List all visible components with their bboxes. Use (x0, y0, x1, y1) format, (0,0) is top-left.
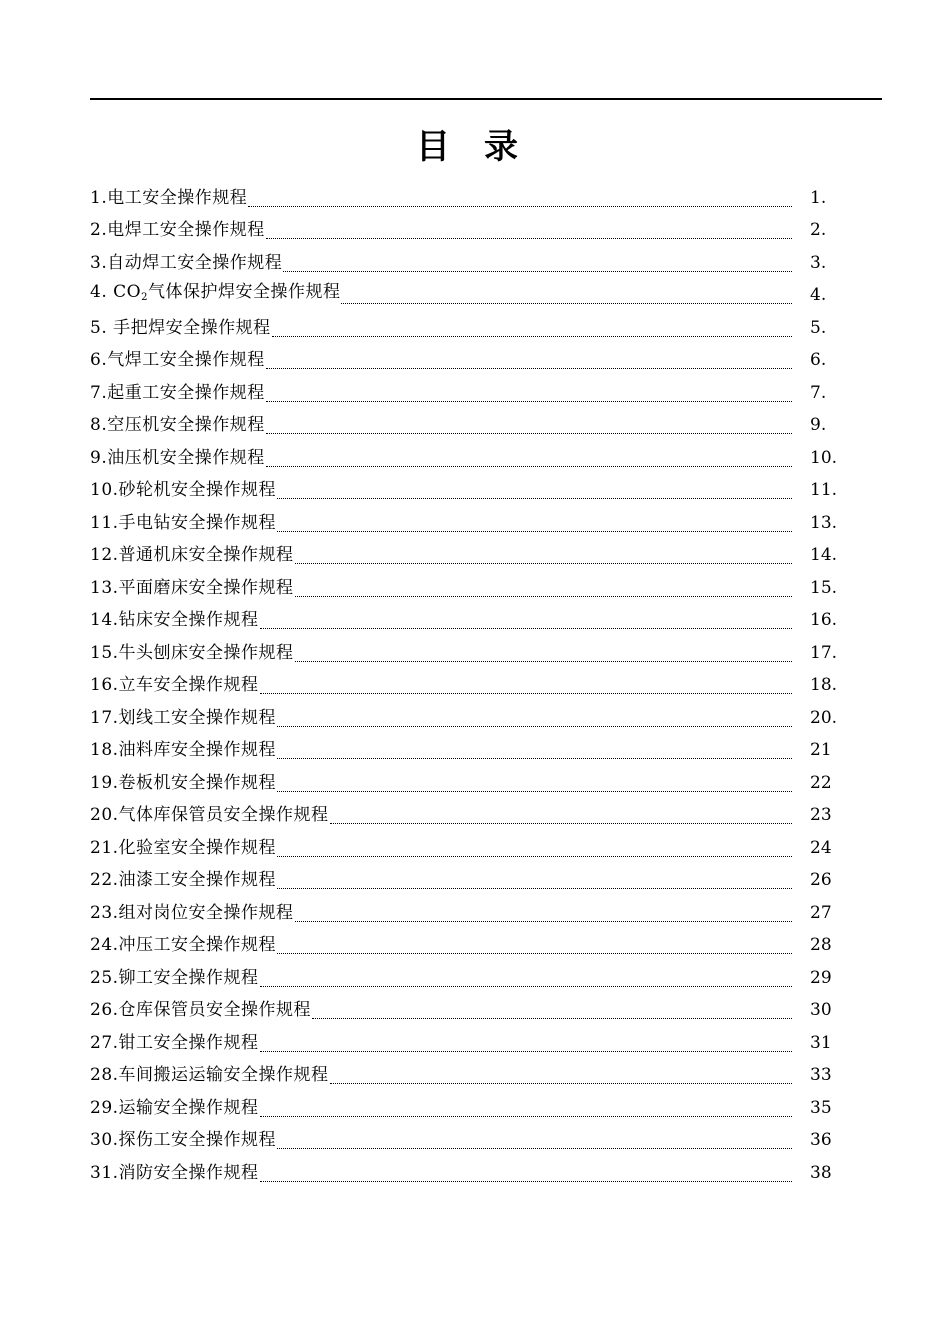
toc-entry[interactable] (90, 700, 850, 733)
toc-entry-title: 19.卷板机安全操作规程 (90, 772, 277, 793)
dot-leader (266, 368, 792, 369)
toc-entry-title: 15.牛头刨床安全操作规程 (90, 642, 294, 663)
toc-entry[interactable] (90, 928, 850, 961)
toc-page-number: 36 (810, 1130, 832, 1150)
toc-entry-title: 29.运输安全操作规程 (90, 1097, 259, 1118)
toc-page-number: 38 (810, 1162, 832, 1183)
toc-entry[interactable] (90, 538, 850, 571)
toc-entry-title: 20.气体库保管员安全操作规程 (90, 805, 329, 825)
toc-entry-title: 7.起重工安全操作规程 (90, 382, 265, 403)
dot-leader (295, 921, 792, 922)
dot-leader (277, 856, 792, 857)
toc-page-number: 20. (810, 707, 838, 728)
toc-page-number: 16. (810, 610, 838, 630)
toc-entry[interactable] (90, 1058, 850, 1091)
header-rule (90, 98, 882, 100)
dot-leader (295, 661, 792, 662)
toc-entry[interactable] (90, 668, 850, 701)
toc-entry[interactable] (90, 798, 850, 831)
toc-entry-title: 1.电工安全操作规程 (90, 187, 248, 208)
toc-entry[interactable] (90, 1123, 850, 1156)
toc-entry-title: 10.砂轮机安全操作规程 (90, 480, 277, 500)
toc-entry-title: 5. 手把焊安全操作规程 (90, 317, 271, 338)
toc-entry-title: 6.气焊工安全操作规程 (90, 350, 265, 370)
toc-page-number: 30 (810, 1000, 832, 1020)
toc-entry-title: 18.油料库安全操作规程 (90, 740, 277, 760)
toc-page-number: 7. (810, 382, 827, 403)
toc-entry[interactable] (90, 213, 850, 246)
dot-leader (266, 433, 792, 434)
dot-leader (260, 1051, 792, 1052)
toc-entry-title: 31.消防安全操作规程 (90, 1162, 259, 1183)
toc-entry-title: 16.立车安全操作规程 (90, 675, 259, 695)
toc-entry[interactable] (90, 733, 850, 766)
dot-leader (260, 628, 792, 629)
toc-page-number: 2. (810, 220, 827, 240)
dot-leader (248, 206, 792, 207)
dot-leader (277, 953, 792, 954)
toc-entry-title: 25.铆工安全操作规程 (90, 967, 259, 988)
toc-entry-title: 11.手电钻安全操作规程 (90, 512, 277, 533)
toc-entry-title: 30.探伤工安全操作规程 (90, 1130, 277, 1150)
toc-entry-title: 14.钻床安全操作规程 (90, 610, 259, 630)
toc-entry[interactable] (90, 603, 850, 636)
toc-entry-title: 3.自动焊工安全操作规程 (90, 252, 283, 273)
dot-leader (272, 336, 792, 337)
toc-page-number: 26 (810, 870, 832, 890)
toc-entry-title: 22.油漆工安全操作规程 (90, 870, 277, 890)
dot-leader (277, 791, 792, 792)
dot-leader (260, 1181, 792, 1182)
toc-entry[interactable] (90, 310, 850, 343)
toc-entry[interactable] (90, 830, 850, 863)
toc-entry[interactable] (90, 1025, 850, 1058)
toc-page-number: 21 (810, 740, 832, 760)
toc-entry[interactable] (90, 180, 850, 213)
dot-leader (277, 531, 792, 532)
toc-page-number: 11. (810, 480, 838, 500)
toc-entry[interactable] (90, 765, 850, 798)
toc-entry[interactable] (90, 1090, 850, 1123)
toc-entry[interactable] (90, 343, 850, 376)
toc-entry-title: 17.划线工安全操作规程 (90, 707, 277, 728)
toc-page-number: 23 (810, 805, 832, 825)
toc-entry[interactable] (90, 375, 850, 408)
toc-entry-title: 8.空压机安全操作规程 (90, 415, 265, 435)
dot-leader (330, 823, 792, 824)
toc-entry[interactable] (90, 408, 850, 441)
dot-leader (260, 693, 792, 694)
page-title: 目录 (416, 127, 552, 167)
dot-leader (341, 303, 792, 304)
dot-leader (277, 758, 792, 759)
toc-page-number: 1. (810, 187, 827, 208)
toc-entry[interactable] (90, 895, 850, 928)
toc-entry-title: 12.普通机床安全操作规程 (90, 545, 294, 565)
dot-leader (277, 888, 792, 889)
toc-page-number: 22 (810, 772, 832, 793)
dot-leader (283, 271, 792, 272)
dot-leader (277, 726, 792, 727)
toc-entry-title: 23.组对岗位安全操作规程 (90, 902, 294, 923)
toc-page-number: 17. (810, 642, 838, 663)
toc-page-number: 24 (810, 837, 832, 858)
toc-page-number: 31 (810, 1032, 832, 1053)
toc-entry-title: 2.电焊工安全操作规程 (90, 220, 265, 240)
toc-entry-title: 28.车间搬运运输安全操作规程 (90, 1065, 329, 1085)
dot-leader (260, 986, 792, 987)
toc-entry-title: 21.化验室安全操作规程 (90, 837, 277, 858)
toc-entry[interactable] (90, 440, 850, 473)
dot-leader (295, 563, 792, 564)
toc-entry[interactable] (90, 635, 850, 668)
toc-page-number: 6. (810, 350, 827, 370)
dot-leader (277, 1148, 792, 1149)
toc-page-number: 18. (810, 675, 838, 695)
toc-entry-title: 9.油压机安全操作规程 (90, 447, 265, 468)
toc-entry[interactable] (90, 278, 850, 311)
toc-page-number: 28 (810, 935, 832, 955)
toc-entry[interactable] (90, 473, 850, 506)
toc-page-number: 35 (810, 1097, 832, 1118)
toc-page-number: 5. (810, 317, 827, 338)
dot-leader (266, 401, 792, 402)
toc-page-number: 9. (810, 415, 827, 435)
toc-page-number: 3. (810, 252, 827, 273)
toc-entry[interactable] (90, 245, 850, 278)
toc-page-number: 10. (810, 447, 838, 468)
toc-entry-title: 13.平面磨床安全操作规程 (90, 577, 294, 598)
toc-entry[interactable] (90, 993, 850, 1026)
dot-leader (277, 498, 792, 499)
dot-leader (312, 1018, 792, 1019)
toc-entry[interactable] (90, 1155, 850, 1188)
toc-page-number: 33 (810, 1065, 832, 1085)
dot-leader (260, 1116, 792, 1117)
toc-page-number: 14. (810, 545, 838, 565)
toc-entry[interactable] (90, 863, 850, 896)
dot-leader (266, 466, 792, 467)
toc-entry-title: 26.仓库保管员安全操作规程 (90, 1000, 312, 1020)
toc-entry-title: 24.冲压工安全操作规程 (90, 935, 277, 955)
toc-page-number: 15. (810, 577, 838, 598)
toc-entry[interactable] (90, 505, 850, 538)
dot-leader (330, 1083, 792, 1084)
dot-leader (266, 238, 792, 239)
toc-entry[interactable] (90, 570, 850, 603)
toc-entry[interactable] (90, 960, 850, 993)
table-of-contents (90, 180, 850, 1188)
toc-page-number: 27 (810, 902, 832, 923)
toc-page-number: 13. (810, 512, 838, 533)
dot-leader (295, 596, 792, 597)
toc-page-number: 29 (810, 967, 832, 988)
toc-entry-title: 4. $CO_2$气体保护焊安全操作规程 (90, 282, 341, 303)
toc-entry-title: 27.钳工安全操作规程 (90, 1032, 259, 1053)
toc-page-number: 4. (810, 285, 827, 305)
